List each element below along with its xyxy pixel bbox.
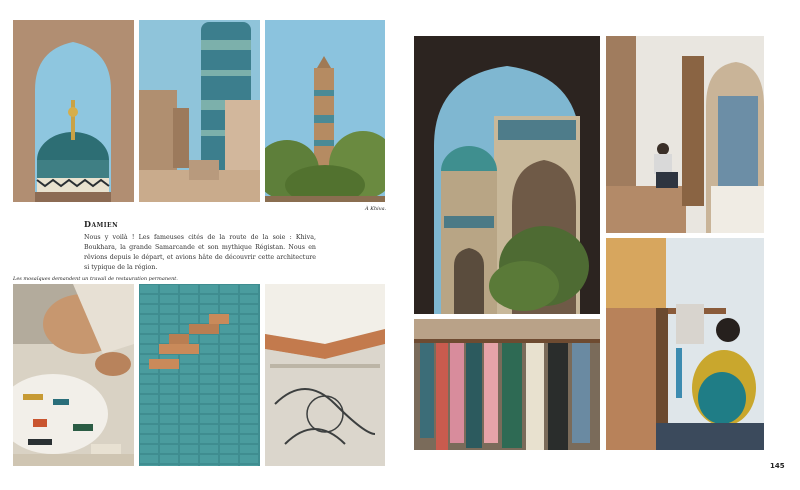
photo-weaver-at-loom xyxy=(606,238,764,450)
photo-kalta-minor-minaret xyxy=(139,20,260,202)
photo-mosaic-pattern-closeup xyxy=(265,284,385,466)
author-name: Damien xyxy=(84,219,119,229)
photo-man-in-doorway xyxy=(606,36,764,233)
photo-turquoise-brick-wall xyxy=(139,284,260,466)
body-paragraph: Nous y voilà ! Les fameuses cités de la route de la soie : Khiva, Boukhara, la grande Samarcande et son mythique Régistan. Nous en rêvions depuis le départ, et avions hâte de découvrir cette architecture si typique de la région. xyxy=(84,234,316,271)
photo-mosaic-artisan-hands xyxy=(13,284,134,466)
page-number: 145 xyxy=(770,462,785,470)
photo-hanging-yarn-skeins xyxy=(414,319,600,450)
photo-madrasa-through-arch xyxy=(414,36,600,314)
caption-mosaics: Les mosaïques demandent un travail de restauration permanent. xyxy=(13,276,178,282)
photo-arch-blue-dome xyxy=(13,20,134,202)
caption-khiva: À Khiva. xyxy=(365,206,387,212)
photo-islam-khodja-minaret xyxy=(265,20,385,202)
